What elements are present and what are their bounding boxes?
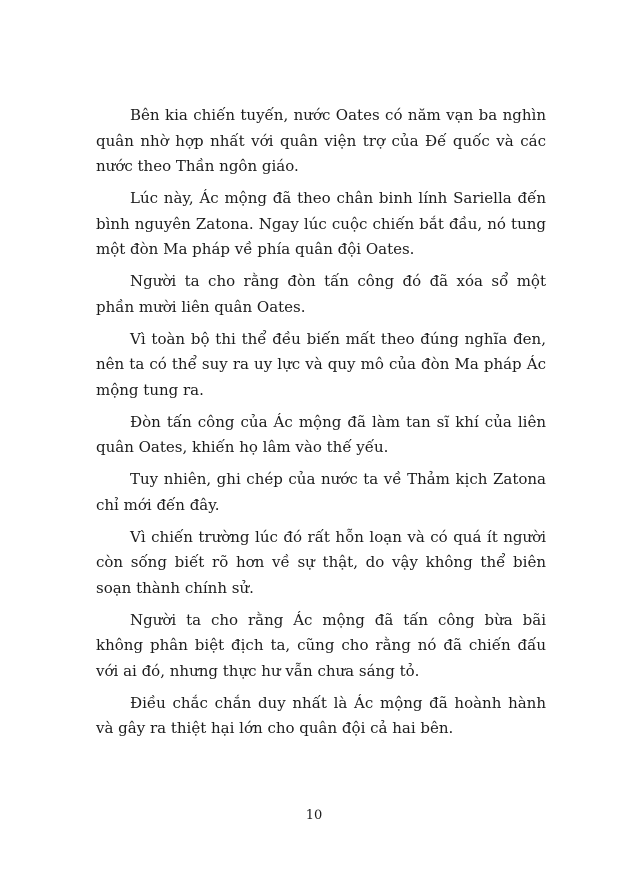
paragraph: Đòn tấn công của Ác mộng đã làm tan sĩ khí của liên quân Oates, khiến họ lâm vào thế yếu.: [96, 412, 546, 456]
paragraph: Tuy nhiên, ghi chép của nước ta về Thảm kịch Zatona chỉ mới đến đây.: [96, 470, 546, 514]
paragraph: Người ta cho rằng Ác mộng đã tấn công bừa bãi không phân biệt địch ta, cũng cho rằng nó đã chiến đấu với ai đó, nhưng thực hư vẫn chưa sáng tỏ.: [96, 610, 546, 680]
paragraph: Điều chắc chắn duy nhất là Ác mộng đã hoành hành và gây ra thiệt hại lớn cho quân đội cả hai bên.: [96, 693, 546, 737]
paragraph: Người ta cho rằng đòn tấn công đó đã xóa sổ một phần mười liên quân Oates.: [96, 272, 546, 316]
paragraph: Lúc này, Ác mộng đã theo chân binh lính Sariella đến bình nguyên Zatona. Ngay lúc cuộc chiến bắt đầu, nó tung một đòn Ma pháp về phía quân đội Oates.: [96, 189, 546, 258]
page-number: 10: [305, 808, 323, 823]
paragraph: Vì chiến trường lúc đó rất hỗn loạn và có quá ít người còn sống biết rõ hơn về sự thật, do vậy không thể biên soạn thành chính sử.: [96, 527, 546, 597]
paragraph: Bên kia chiến tuyến, nước Oates có năm vạn ba nghìn quân nhờ hợp nhất với quân viện trợ của Đế quốc và các nước theo Thần ngôn giáo.: [96, 106, 546, 175]
body-text: [96, 103, 546, 748]
paragraph: Vì toàn bộ thi thể đều biến mất theo đúng nghĩa đen, nên ta có thể suy ra uy lực và quy mô của đòn Ma pháp Ác mộng tung ra.: [96, 329, 546, 399]
